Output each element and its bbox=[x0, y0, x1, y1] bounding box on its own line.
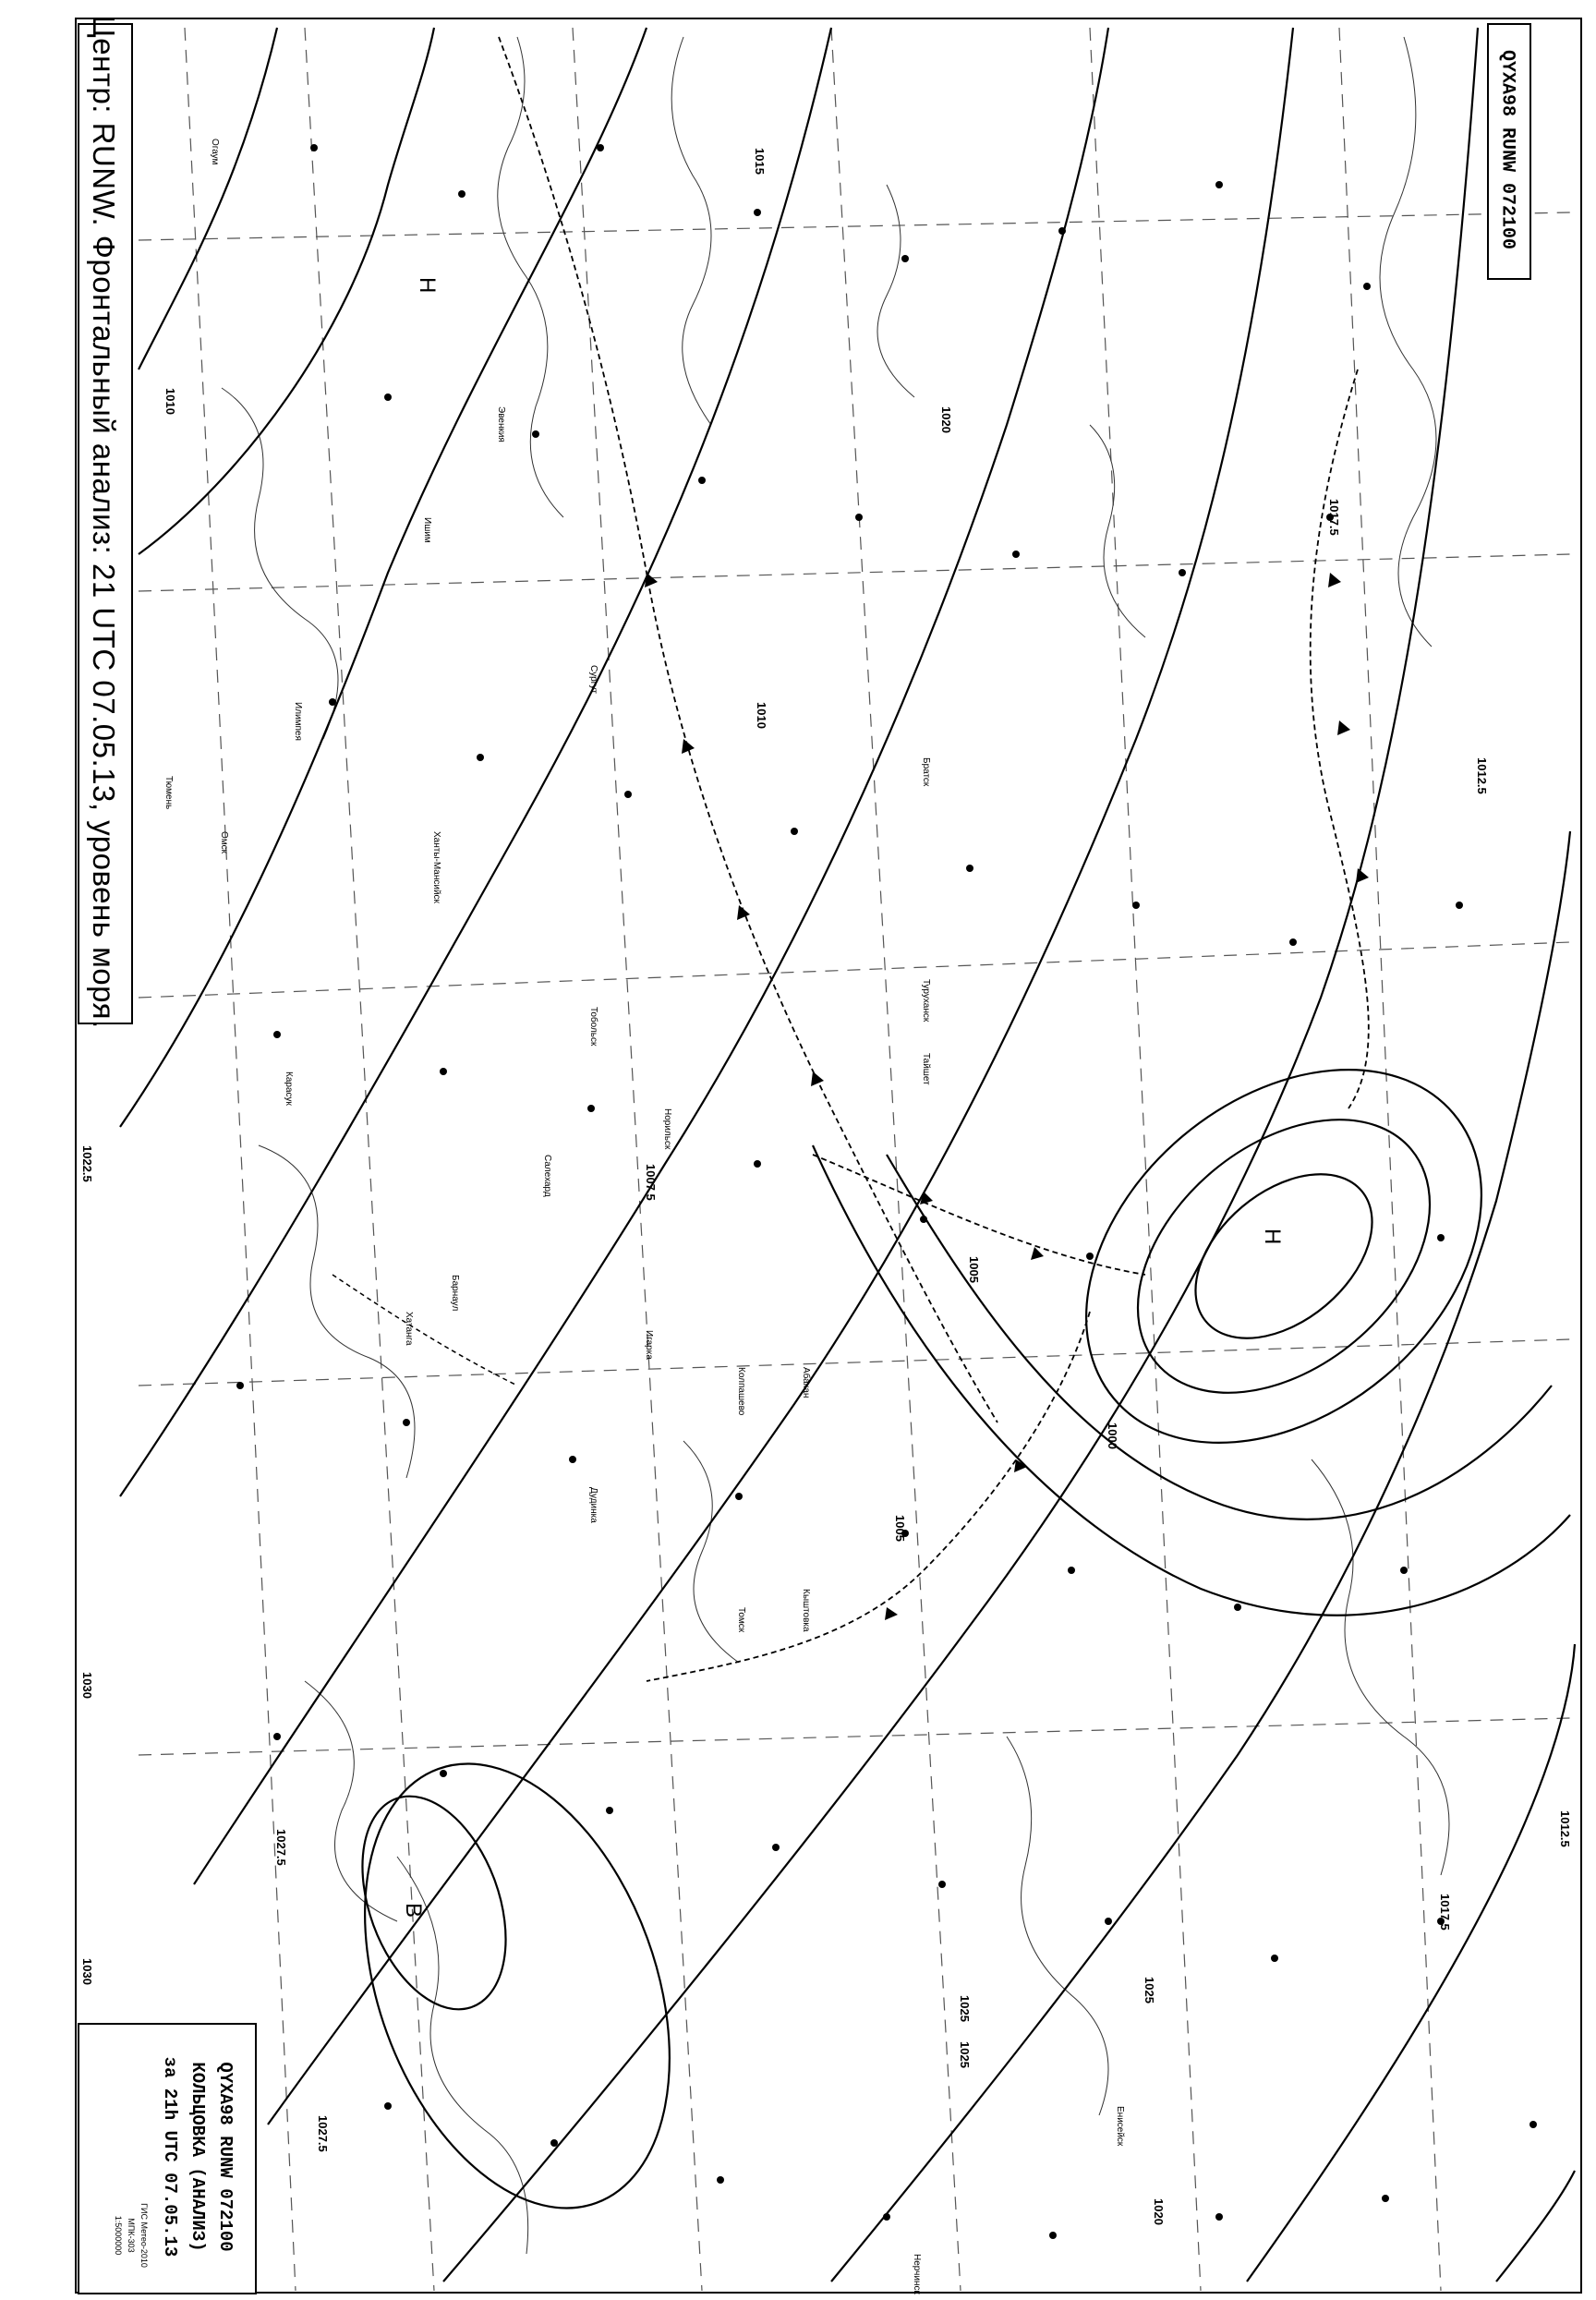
legend-software: ГИС Метео-2010 bbox=[139, 2203, 149, 2268]
station-name: Тайшет bbox=[921, 1053, 931, 1085]
map-title: Центр: RUNW. Фронтальный анализ: 21 UTC 07.05.13, уровень моря. bbox=[87, 15, 121, 1029]
top-stamp: QYXA98 RUNW 072100 bbox=[1496, 49, 1518, 250]
station-name: Братск bbox=[921, 757, 931, 787]
isobar-label: 1012.5 bbox=[1475, 757, 1489, 794]
station-name: Дудинка bbox=[588, 1487, 598, 1523]
high-center-label: В bbox=[401, 1903, 426, 1919]
isobar-label: 1005 bbox=[893, 1515, 907, 1542]
station-name: Енисейск bbox=[1115, 2106, 1125, 2147]
isobar-label: 1017.5 bbox=[1438, 1894, 1452, 1931]
station-name: Игарка bbox=[644, 1330, 654, 1360]
isobar-label: 1015 bbox=[753, 148, 767, 175]
station-name: Кыштовка bbox=[801, 1589, 811, 1632]
legend-device: МПК-303 bbox=[127, 2218, 136, 2253]
isobar-label: 1000 bbox=[1106, 1422, 1119, 1449]
legend-product: КОЛЬЦОВКА (АНАЛИЗ) bbox=[187, 2062, 208, 2252]
isobar-label: 1027.5 bbox=[274, 1829, 288, 1866]
station-name: Илимпея bbox=[293, 702, 303, 741]
isobar-label: 1025 bbox=[1143, 1977, 1156, 2003]
isobar-label: 1020 bbox=[1152, 2198, 1166, 2225]
station-name: Карасук bbox=[284, 1071, 294, 1106]
station-name: Эвенкия bbox=[496, 406, 506, 442]
station-name: Туруханск bbox=[921, 979, 931, 1023]
isobar-label: 1012.5 bbox=[1558, 1810, 1572, 1847]
station-name: Ишим bbox=[422, 517, 432, 543]
low-center-label: Н bbox=[415, 277, 440, 294]
legend-code: QYXA98 RUNW 072100 bbox=[215, 2062, 236, 2252]
legend-time: за 21h UTC 07.05.13 bbox=[160, 2056, 180, 2258]
station-name: Хатанга bbox=[404, 1312, 414, 1346]
station-name: Ханты-Мансийск bbox=[431, 831, 441, 903]
isobar-label: 1005 bbox=[967, 1256, 981, 1283]
isobar-label: 1025 bbox=[958, 2041, 972, 2068]
low-center-label: Н bbox=[1260, 1229, 1285, 1245]
isobar-label: 1010 bbox=[163, 388, 177, 415]
map-frame bbox=[76, 18, 1581, 2293]
station-name: Тобольск bbox=[588, 1007, 598, 1047]
station-name: Сургут bbox=[588, 665, 598, 694]
station-name: Норильск bbox=[662, 1108, 672, 1150]
station-name: Томск bbox=[736, 1607, 746, 1633]
station-name: Абакан bbox=[801, 1367, 811, 1398]
isobar-label: 1025 bbox=[958, 1995, 972, 2022]
legend-scale: 1:5000000 bbox=[114, 2215, 123, 2256]
station-name: Салехард bbox=[542, 1155, 552, 1197]
isobar-label: 1030 bbox=[80, 1958, 94, 1985]
station-name: Тюмень bbox=[163, 776, 174, 810]
isobar-label: 1027.5 bbox=[316, 2115, 330, 2152]
station-name: Омск bbox=[219, 831, 229, 854]
isobar-label: 1022.5 bbox=[80, 1145, 94, 1182]
isobar-label: 1010 bbox=[755, 702, 768, 729]
isobar-label: 1020 bbox=[939, 406, 953, 433]
isobar-label: 1017.5 bbox=[1327, 499, 1341, 536]
isobar-label: 1007.5 bbox=[644, 1164, 658, 1201]
station-name: Колпашево bbox=[736, 1367, 746, 1416]
station-name: Барнаул bbox=[450, 1275, 460, 1312]
isobar-label: 1030 bbox=[80, 1672, 94, 1699]
station-name: Огаум bbox=[210, 139, 220, 165]
station-name: Нерчинск bbox=[912, 2254, 922, 2294]
